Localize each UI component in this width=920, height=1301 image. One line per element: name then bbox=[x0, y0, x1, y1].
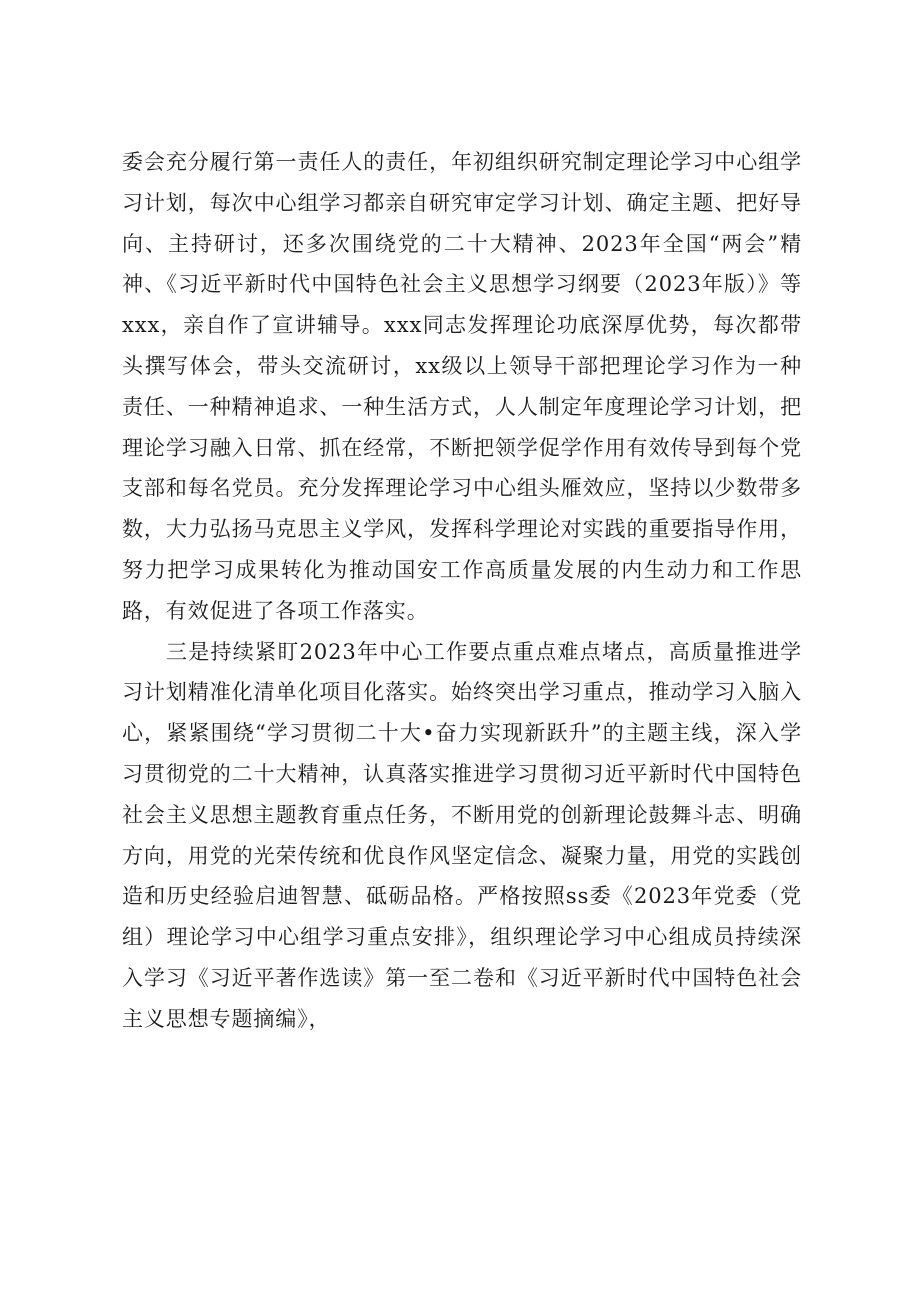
document-body bbox=[122, 142, 802, 1040]
paragraph-leadership-responsibility: 委会充分履行第一责任人的责任，年初组织研究制定理论学习中心组学习计划，每次中心组学习都亲自研究审定学习计划、确定主题、把好导向、主持研讨，还多次围绕党的二十大精神、2023年全国“两会”精神、《习近平新时代中国特色社会主义思想学习纲要（2023年版）》等xxx，亲自作了宣讲辅导。xxx同志发挥理论功底深厚优势，每次都带头撰写体会，带头交流研讨，xx级以上领导干部把理论学习作为一种责任、一种精神追求、一种生活方式，人人制定年度理论学习计划，把理论学习融入日常、抓在经常，不断把领学促学作用有效传导到每个党支部和每名党员。充分发挥理论学习中心组头雁效应，坚持以少数带多数，大力弘扬马克思主义学风，发挥科学理论对实践的重要指导作用，努力把学习成果转化为推动国安工作高质量发展的内生动力和工作思路，有效促进了各项工作落实。 bbox=[122, 150, 802, 623]
paragraph-third-point-study-plan: 三是持续紧盯2023年中心工作要点重点难点堵点，高质量推进学习计划精准化清单化项目化落实。始终突出学习重点，推动学习入脑入心，紧紧围绕“学习贯彻二十大•奋力实现新跃升”的主题主线，深入学习贯彻党的二十大精神，认真落实推进学习贯彻习近平新时代中国特色社会主义思想主题教育重点任务，不断用党的创新理论鼓舞斗志、明确方向，用党的光荣传统和优良作风坚定信念、凝聚力量，用党的实践创造和历史经验启迪智慧、砥砺品格。严格按照ss委《2023年党委（党组）理论学习中心组学习重点安排》，组织理论学习中心组成员持续深入学习《习近平著作选读》第一至二卷和《习近平新时代中国特色社会主义思想专题摘编》， bbox=[122, 639, 802, 1031]
